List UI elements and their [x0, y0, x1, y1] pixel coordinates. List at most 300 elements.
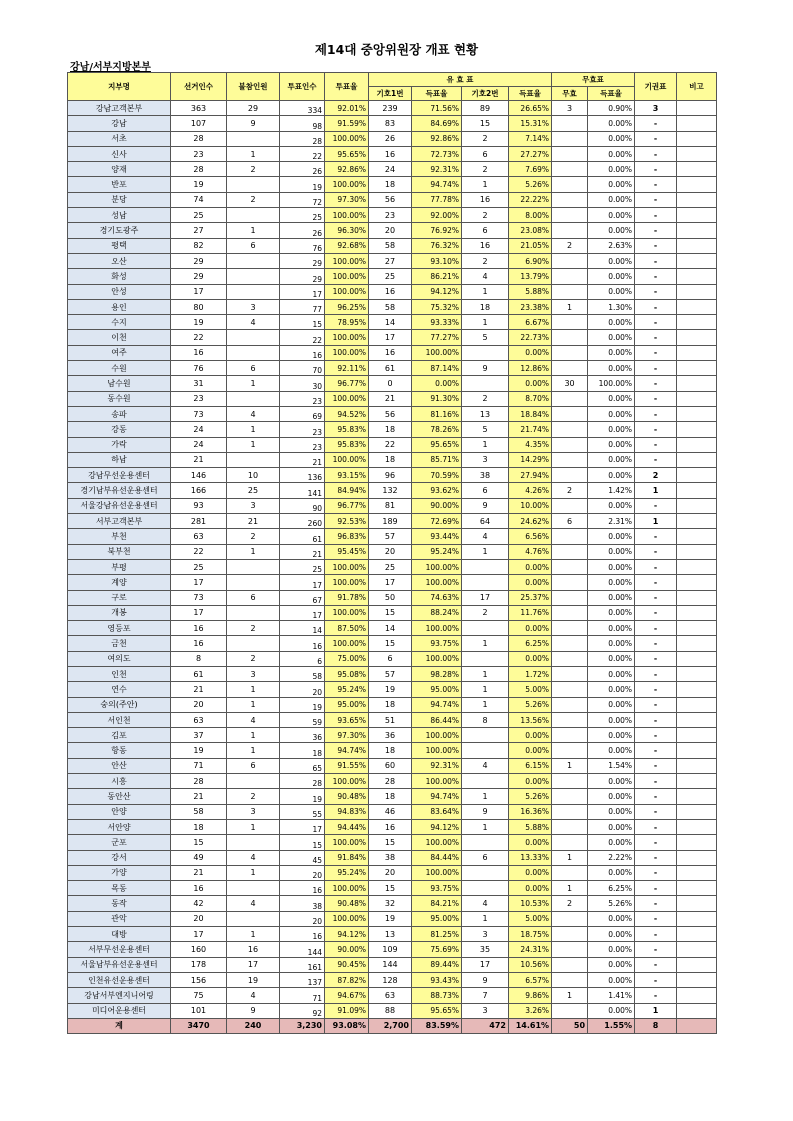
cell-voters: 137	[280, 972, 325, 987]
cell-turnout: 100.00%	[325, 330, 369, 345]
cell-abstain: -	[635, 529, 677, 544]
cell-voters: 21	[280, 452, 325, 467]
region-label: 강남/서부지방본부	[70, 62, 151, 73]
total-cell-note	[677, 1018, 717, 1033]
cell-electorate: 18	[171, 819, 227, 834]
cell-rate2: 21.74%	[509, 422, 552, 437]
cell-electorate: 28	[171, 774, 227, 789]
cell-branch: 개봉	[68, 605, 171, 620]
cell-branch: 동수원	[68, 391, 171, 406]
cell-voters: 19	[280, 697, 325, 712]
table-row	[68, 192, 717, 207]
cell-voters: 22	[280, 330, 325, 345]
cell-absent: 1	[227, 223, 280, 238]
cell-cand2: 2	[462, 131, 509, 146]
cell-rate1: 93.33%	[412, 315, 462, 330]
cell-voters: 23	[280, 422, 325, 437]
cell-rate2: 21.05%	[509, 238, 552, 253]
cell-cand2: 13	[462, 406, 509, 421]
cell-electorate: 31	[171, 376, 227, 391]
cell-cand2: 16	[462, 238, 509, 253]
cell-voters: 72	[280, 192, 325, 207]
cell-abstain: -	[635, 299, 677, 314]
cell-abstain: -	[635, 192, 677, 207]
cell-cand1: 21	[369, 391, 412, 406]
cell-cand2: 7	[462, 988, 509, 1003]
cell-invalid-rate: 1.41%	[588, 988, 635, 1003]
cell-turnout: 94.12%	[325, 927, 369, 942]
header-inv-rate: 득표율	[588, 87, 635, 101]
cell-electorate: 76	[171, 361, 227, 376]
cell-branch: 강남고객본부	[68, 101, 171, 116]
table-row	[68, 345, 717, 360]
cell-abstain: -	[635, 988, 677, 1003]
cell-rate1: 86.44%	[412, 712, 462, 727]
cell-invalid-rate: 0.00%	[588, 116, 635, 131]
cell-invalid	[552, 208, 588, 223]
cell-branch: 안산	[68, 758, 171, 773]
cell-abstain: -	[635, 666, 677, 681]
cell-rate2: 6.56%	[509, 529, 552, 544]
cell-note	[677, 299, 717, 314]
cell-voters: 67	[280, 590, 325, 605]
cell-cand1: 19	[369, 682, 412, 697]
cell-electorate: 17	[171, 927, 227, 942]
cell-invalid	[552, 789, 588, 804]
total-cell-turnout: 93.08%	[325, 1018, 369, 1033]
cell-rate1: 95.00%	[412, 682, 462, 697]
cell-cand2: 16	[462, 192, 509, 207]
cell-invalid	[552, 575, 588, 590]
cell-rate1: 100.00%	[412, 865, 462, 880]
cell-voters: 90	[280, 498, 325, 513]
cell-note	[677, 758, 717, 773]
cell-electorate: 71	[171, 758, 227, 773]
cell-voters: 16	[280, 927, 325, 942]
table-row	[68, 299, 717, 314]
cell-note	[677, 116, 717, 131]
cell-invalid-rate: 0.00%	[588, 712, 635, 727]
cell-abstain: -	[635, 116, 677, 131]
cell-invalid	[552, 621, 588, 636]
cell-absent: 4	[227, 988, 280, 1003]
cell-cand2	[462, 345, 509, 360]
cell-absent	[227, 208, 280, 223]
table-row	[68, 330, 717, 345]
cell-abstain: -	[635, 284, 677, 299]
cell-invalid	[552, 666, 588, 681]
cell-rate1: 90.00%	[412, 498, 462, 513]
cell-abstain: 3	[635, 101, 677, 116]
cell-rate1: 83.64%	[412, 804, 462, 819]
cell-invalid	[552, 590, 588, 605]
cell-invalid	[552, 146, 588, 161]
cell-invalid: 6	[552, 514, 588, 529]
header-rate2: 득표율	[509, 87, 552, 101]
cell-note	[677, 238, 717, 253]
cell-turnout: 100.00%	[325, 835, 369, 850]
cell-abstain: -	[635, 957, 677, 972]
cell-rate1: 100.00%	[412, 835, 462, 850]
cell-invalid	[552, 636, 588, 651]
cell-branch: 여의도	[68, 651, 171, 666]
header-invalid: 무효표	[552, 73, 635, 87]
cell-cand1: 83	[369, 116, 412, 131]
cell-abstain: -	[635, 972, 677, 987]
cell-absent	[227, 177, 280, 192]
cell-abstain: -	[635, 789, 677, 804]
cell-note	[677, 345, 717, 360]
cell-voters: 98	[280, 116, 325, 131]
cell-electorate: 16	[171, 621, 227, 636]
cell-invalid-rate: 0.00%	[588, 651, 635, 666]
cell-voters: 71	[280, 988, 325, 1003]
cell-electorate: 74	[171, 192, 227, 207]
cell-voters: 16	[280, 636, 325, 651]
cell-invalid-rate: 0.00%	[588, 666, 635, 681]
cell-absent: 6	[227, 238, 280, 253]
cell-cand1: 19	[369, 911, 412, 926]
cell-note	[677, 988, 717, 1003]
cell-invalid: 1	[552, 299, 588, 314]
cell-branch: 대방	[68, 927, 171, 942]
cell-branch: 화성	[68, 269, 171, 284]
cell-cand2: 9	[462, 804, 509, 819]
cell-branch: 계양	[68, 575, 171, 590]
cell-invalid-rate: 0.00%	[588, 361, 635, 376]
cell-rate1: 94.74%	[412, 697, 462, 712]
cell-rate2: 5.88%	[509, 284, 552, 299]
cell-rate2: 0.00%	[509, 376, 552, 391]
cell-cand2	[462, 835, 509, 850]
cell-voters: 70	[280, 361, 325, 376]
cell-invalid-rate: 0.00%	[588, 789, 635, 804]
cell-cand2: 2	[462, 391, 509, 406]
cell-turnout: 92.11%	[325, 361, 369, 376]
cell-invalid-rate: 0.00%	[588, 697, 635, 712]
cell-invalid-rate: 1.30%	[588, 299, 635, 314]
header-absent: 불참인원	[227, 73, 280, 101]
cell-rate2: 0.00%	[509, 575, 552, 590]
cell-note	[677, 192, 717, 207]
cell-voters: 260	[280, 514, 325, 529]
table-row	[68, 712, 717, 727]
cell-invalid-rate: 0.00%	[588, 406, 635, 421]
cell-rate2: 8.70%	[509, 391, 552, 406]
cell-electorate: 21	[171, 789, 227, 804]
cell-rate2: 6.57%	[509, 972, 552, 987]
cell-cand2: 1	[462, 789, 509, 804]
cell-turnout: 90.45%	[325, 957, 369, 972]
cell-voters: 23	[280, 437, 325, 452]
cell-invalid-rate: 100.00%	[588, 376, 635, 391]
table-row	[68, 942, 717, 957]
cell-abstain: -	[635, 819, 677, 834]
cell-rate2: 13.33%	[509, 850, 552, 865]
cell-branch: 가양	[68, 865, 171, 880]
cell-branch: 경기도광주	[68, 223, 171, 238]
cell-cand1: 96	[369, 468, 412, 483]
cell-voters: 26	[280, 223, 325, 238]
cell-note	[677, 498, 717, 513]
table-row	[68, 666, 717, 681]
cell-absent: 17	[227, 957, 280, 972]
cell-abstain: -	[635, 146, 677, 161]
cell-absent: 6	[227, 758, 280, 773]
cell-voters: 61	[280, 529, 325, 544]
cell-note	[677, 422, 717, 437]
cell-absent: 1	[227, 697, 280, 712]
cell-invalid: 3	[552, 101, 588, 116]
cell-absent: 19	[227, 972, 280, 987]
cell-cand1: 16	[369, 284, 412, 299]
cell-absent: 1	[227, 437, 280, 452]
cell-invalid-rate: 0.00%	[588, 911, 635, 926]
cell-invalid-rate: 0.00%	[588, 605, 635, 620]
cell-note	[677, 162, 717, 177]
cell-voters: 17	[280, 284, 325, 299]
cell-rate1: 100.00%	[412, 774, 462, 789]
cell-invalid-rate: 0.00%	[588, 452, 635, 467]
cell-invalid-rate: 0.00%	[588, 621, 635, 636]
cell-electorate: 16	[171, 636, 227, 651]
cell-rate1: 95.24%	[412, 544, 462, 559]
cell-cand2: 1	[462, 911, 509, 926]
table-row	[68, 896, 717, 911]
cell-absent: 2	[227, 789, 280, 804]
cell-voters: 30	[280, 376, 325, 391]
cell-electorate: 166	[171, 483, 227, 498]
table-row	[68, 452, 717, 467]
cell-cand1: 28	[369, 774, 412, 789]
cell-absent: 4	[227, 406, 280, 421]
cell-turnout: 100.00%	[325, 559, 369, 574]
cell-cand1: 38	[369, 850, 412, 865]
cell-voters: 28	[280, 774, 325, 789]
cell-cand1: 58	[369, 299, 412, 314]
cell-cand1: 144	[369, 957, 412, 972]
header-voters: 투표인수	[280, 73, 325, 101]
cell-voters: 16	[280, 881, 325, 896]
cell-absent: 25	[227, 483, 280, 498]
cell-invalid	[552, 911, 588, 926]
cell-rate1: 85.71%	[412, 452, 462, 467]
cell-abstain: -	[635, 636, 677, 651]
cell-invalid-rate: 0.00%	[588, 636, 635, 651]
cell-electorate: 17	[171, 575, 227, 590]
cell-invalid-rate: 0.00%	[588, 865, 635, 880]
cell-invalid	[552, 605, 588, 620]
cell-turnout: 94.74%	[325, 743, 369, 758]
cell-electorate: 17	[171, 284, 227, 299]
table-row	[68, 498, 717, 513]
cell-electorate: 21	[171, 865, 227, 880]
cell-voters: 36	[280, 728, 325, 743]
table-row	[68, 774, 717, 789]
cell-branch: 가락	[68, 437, 171, 452]
cell-invalid	[552, 957, 588, 972]
cell-abstain: 1	[635, 483, 677, 498]
cell-absent	[227, 774, 280, 789]
cell-electorate: 73	[171, 590, 227, 605]
cell-branch: 구로	[68, 590, 171, 605]
results-table	[67, 72, 717, 1034]
cell-rate2: 11.76%	[509, 605, 552, 620]
cell-abstain: -	[635, 269, 677, 284]
cell-cand2	[462, 559, 509, 574]
cell-invalid: 2	[552, 483, 588, 498]
cell-branch: 항동	[68, 743, 171, 758]
cell-branch: 인천	[68, 666, 171, 681]
cell-cand1: 81	[369, 498, 412, 513]
cell-invalid	[552, 1003, 588, 1018]
cell-cand1: 27	[369, 253, 412, 268]
cell-rate2: 27.94%	[509, 468, 552, 483]
cell-absent	[227, 253, 280, 268]
cell-cand1: 32	[369, 896, 412, 911]
cell-voters: 45	[280, 850, 325, 865]
cell-invalid	[552, 559, 588, 574]
cell-note	[677, 743, 717, 758]
cell-electorate: 63	[171, 529, 227, 544]
total-cell-rate1: 83.59%	[412, 1018, 462, 1033]
cell-rate2: 25.37%	[509, 590, 552, 605]
cell-absent	[227, 605, 280, 620]
table-row	[68, 865, 717, 880]
cell-rate1: 88.73%	[412, 988, 462, 1003]
total-cell-rate2: 14.61%	[509, 1018, 552, 1033]
cell-cand1: 128	[369, 972, 412, 987]
cell-cand2	[462, 774, 509, 789]
cell-absent: 1	[227, 146, 280, 161]
cell-rate1: 72.73%	[412, 146, 462, 161]
cell-cand2	[462, 621, 509, 636]
cell-voters: 38	[280, 896, 325, 911]
cell-absent: 29	[227, 101, 280, 116]
cell-rate1: 94.12%	[412, 819, 462, 834]
cell-rate1: 98.28%	[412, 666, 462, 681]
cell-turnout: 100.00%	[325, 131, 369, 146]
cell-branch: 송파	[68, 406, 171, 421]
cell-absent: 4	[227, 896, 280, 911]
cell-invalid-rate: 0.00%	[588, 223, 635, 238]
cell-absent: 2	[227, 621, 280, 636]
cell-turnout: 95.83%	[325, 422, 369, 437]
cell-abstain: -	[635, 651, 677, 666]
cell-absent	[227, 345, 280, 360]
cell-invalid-rate: 2.31%	[588, 514, 635, 529]
cell-turnout: 100.00%	[325, 774, 369, 789]
cell-cand1: 22	[369, 437, 412, 452]
cell-absent: 6	[227, 361, 280, 376]
cell-abstain: -	[635, 345, 677, 360]
cell-abstain: -	[635, 942, 677, 957]
cell-abstain: -	[635, 544, 677, 559]
cell-turnout: 95.45%	[325, 544, 369, 559]
cell-invalid	[552, 927, 588, 942]
cell-rate2: 13.79%	[509, 269, 552, 284]
cell-note	[677, 376, 717, 391]
cell-cand1: 15	[369, 636, 412, 651]
cell-rate1: 78.26%	[412, 422, 462, 437]
table-row	[68, 804, 717, 819]
cell-rate1: 100.00%	[412, 743, 462, 758]
cell-rate2: 23.38%	[509, 299, 552, 314]
cell-abstain: -	[635, 758, 677, 773]
total-cell-absent: 240	[227, 1018, 280, 1033]
cell-absent: 2	[227, 192, 280, 207]
cell-electorate: 24	[171, 422, 227, 437]
cell-electorate: 160	[171, 942, 227, 957]
cell-cand2	[462, 651, 509, 666]
cell-cand2: 38	[462, 468, 509, 483]
cell-note	[677, 575, 717, 590]
cell-invalid-rate: 0.00%	[588, 957, 635, 972]
cell-electorate: 29	[171, 269, 227, 284]
table-row	[68, 728, 717, 743]
cell-rate1: 100.00%	[412, 559, 462, 574]
cell-turnout: 100.00%	[325, 208, 369, 223]
cell-invalid-rate: 0.00%	[588, 162, 635, 177]
table-row	[68, 422, 717, 437]
cell-invalid-rate: 0.00%	[588, 1003, 635, 1018]
cell-branch: 서울강남유선운용센터	[68, 498, 171, 513]
table-row	[68, 957, 717, 972]
cell-rate1: 93.10%	[412, 253, 462, 268]
cell-invalid: 1	[552, 988, 588, 1003]
cell-invalid-rate: 0.00%	[588, 529, 635, 544]
cell-electorate: 23	[171, 391, 227, 406]
cell-cand1: 16	[369, 345, 412, 360]
cell-abstain: 1	[635, 514, 677, 529]
cell-branch: 관악	[68, 911, 171, 926]
cell-invalid: 1	[552, 758, 588, 773]
total-cell-invalid-rate: 1.55%	[588, 1018, 635, 1033]
cell-invalid-rate: 0.00%	[588, 437, 635, 452]
cell-cand2	[462, 743, 509, 758]
header-abstain: 기권표	[635, 73, 677, 101]
cell-cand1: 15	[369, 835, 412, 850]
cell-invalid	[552, 330, 588, 345]
cell-electorate: 146	[171, 468, 227, 483]
cell-cand1: 17	[369, 575, 412, 590]
cell-rate2: 16.36%	[509, 804, 552, 819]
cell-absent: 1	[227, 865, 280, 880]
cell-turnout: 90.00%	[325, 942, 369, 957]
cell-turnout: 92.86%	[325, 162, 369, 177]
cell-cand2	[462, 575, 509, 590]
cell-electorate: 281	[171, 514, 227, 529]
cell-rate1: 93.75%	[412, 636, 462, 651]
table-row	[68, 621, 717, 636]
cell-electorate: 21	[171, 682, 227, 697]
cell-invalid	[552, 682, 588, 697]
table-row	[68, 636, 717, 651]
cell-electorate: 25	[171, 559, 227, 574]
total-cell-cand1: 2,700	[369, 1018, 412, 1033]
cell-invalid	[552, 284, 588, 299]
cell-voters: 55	[280, 804, 325, 819]
cell-cand1: 20	[369, 544, 412, 559]
cell-cand2: 6	[462, 223, 509, 238]
cell-voters: 17	[280, 819, 325, 834]
cell-rate2: 0.00%	[509, 881, 552, 896]
cell-abstain: -	[635, 177, 677, 192]
cell-note	[677, 712, 717, 727]
cell-note	[677, 269, 717, 284]
cell-rate1: 81.25%	[412, 927, 462, 942]
cell-turnout: 96.25%	[325, 299, 369, 314]
